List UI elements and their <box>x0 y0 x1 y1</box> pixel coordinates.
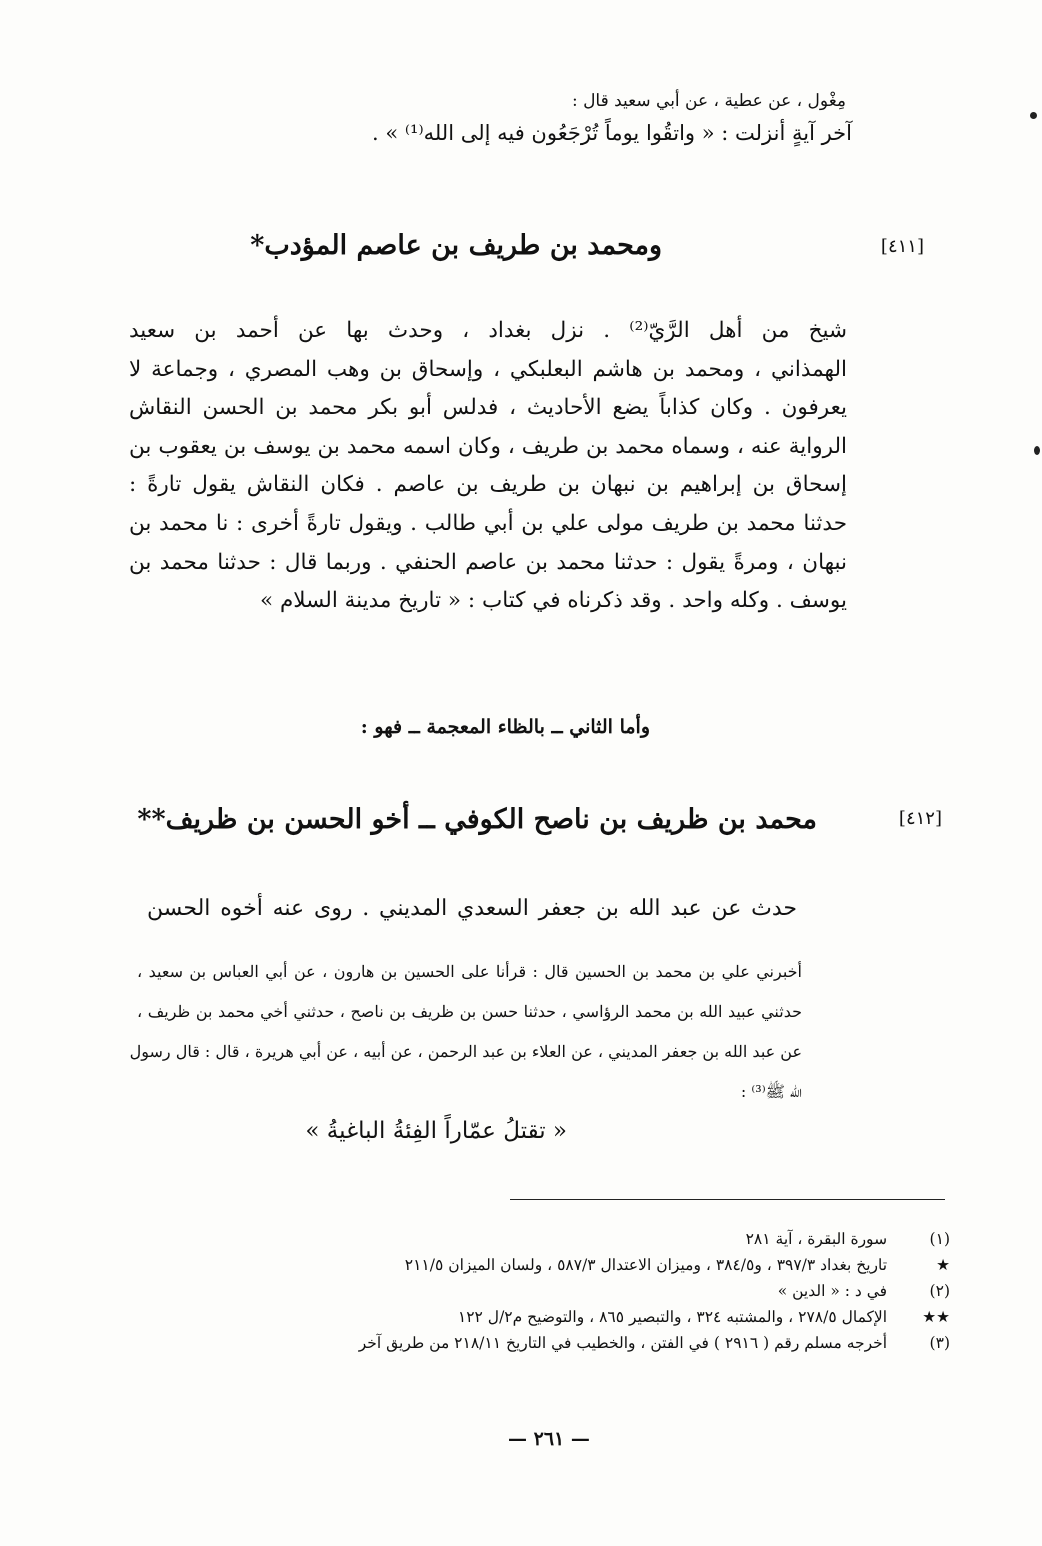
body-line: الهمذاني ، ومحمد بن هاشم البعلبكي ، وإسحاق بن وهب المصري ، وجماعة لا <box>129 356 847 382</box>
body-line: يوسف . وكله واحد . وقد ذكرناه في كتاب : « تاريخ مدينة السلام » <box>259 588 847 614</box>
entry-number-411: [٤١١] <box>880 236 924 257</box>
body-line: نبهان ، ومرةً يقول : حدثنا محمد بن عاصم الحنفي . وربما قال : حدثنا محمد بن <box>129 549 847 575</box>
entry-title-411: ومحمد بن طريف بن عاصم المؤدب* <box>250 230 662 261</box>
page-number: — ٢٦١ — <box>508 1428 590 1450</box>
footnote-star-1 <box>270 1252 950 1278</box>
isnad-line: الله ﷺ⁽³⁾ : <box>740 1082 802 1101</box>
footnote-2 <box>270 1278 950 1304</box>
footnote-text: تاريخ بغداد ٣٩٧/٣ ، و٣٨٤/٥ ، وميزان الاعتدال ٥٨٧/٣ ، ولسان الميزان ٢١١/٥ <box>404 1256 888 1274</box>
isnad-line: عن عبد الله بن جعفر المديني ، عن العلاء بن عبد الرحمن ، عن أبيه ، عن أبي هريرة ، قال : قال رسول <box>129 1042 802 1061</box>
entry-number-412: [٤١٢] <box>898 808 942 829</box>
footnote-text: أخرجه مسلم رقم ( ٢٩١٦ ) في الفتن ، والخطيب في التاريخ ٢١٨/١١ من طريق آخر <box>358 1334 888 1352</box>
entry-title-412: محمد بن ظريف بن ناصح الكوفي ــ أخو الحسن بن ظريف** <box>137 804 817 835</box>
footnote-star-2 <box>270 1304 950 1330</box>
isnad-line: حدثني عبيد الله بن محمد الرؤاسي ، حدثنا حسن بن ظريف بن ناصح ، حدثني أخي محمد بن ظريف ، <box>137 1002 802 1021</box>
footnote-mark: ★ <box>936 1256 950 1274</box>
isnad-line: أخبرني علي بن محمد بن الحسين قال : قرأنا على الحسين بن هارون ، عن أبي العباس بن سعيد ، <box>137 962 802 981</box>
footnote-mark: (١) <box>929 1230 950 1248</box>
body-line: شيخ من أهل الرَّيّ⁽²⁾ . نزل بغداد ، وحدث بها عن أحمد بن سعيد <box>129 318 847 343</box>
body-line: إسحاق بن إبراهيم بن نبهان بن طريف بن عاصم . فكان النقاش يقول تارةً : <box>129 472 847 498</box>
body-line: يعرفون . وكان كذاباً يضع الأحاديث ، فدلس أبو بكر محمد بن الحسن النقاش <box>129 395 847 421</box>
footnote-text: في د : « الدين » <box>777 1282 888 1300</box>
footnote-mark: ★★ <box>922 1308 950 1326</box>
scan-speck <box>1034 446 1040 455</box>
continuation-text <box>132 88 852 152</box>
entry-body-412 <box>147 890 797 928</box>
isnad-text <box>129 952 802 1112</box>
footnote-text: الإكمال ٢٧٨/٥ ، والمشتبه ٣٢٤ ، والتبصير ٨٦٥ ، والتوضيح م٢/ل ١٢٢ <box>457 1308 888 1326</box>
footnote-3 <box>270 1330 950 1356</box>
body-line: الرواية عنه ، وسماه محمد بن طريف ، وكان اسمه محمد بن يوسف بن يعقوب بن <box>129 433 847 459</box>
footnote-1 <box>270 1226 950 1252</box>
hadith-text: « تقتلُ عمّاراً الفِئةُ الباغيةُ » <box>305 1118 567 1144</box>
entry-body-411 <box>129 312 847 621</box>
continuation-line-1: مِغْول ، عن عطية ، عن أبي سعيد قال : <box>571 91 846 111</box>
section-subheading: وأما الثاني ــ بالظاء المعجمة ــ فهو : <box>360 716 650 738</box>
body-line: حدث عن عبد الله بن جعفر السعدي المديني . روى عنه أخوه الحسن <box>147 896 797 921</box>
continuation-line-2: آخر آيةٍ أنزلت : « واتقُوا يوماً تُرْجَعُون فيه إلى الله⁽¹⁾ » . <box>371 121 852 145</box>
scan-speck <box>1030 112 1037 119</box>
footnote-text: سورة البقرة ، آية ٢٨١ <box>745 1230 888 1248</box>
footnote-mark: (٣) <box>929 1334 950 1352</box>
footnote-mark: (٢) <box>929 1282 950 1300</box>
footnotes <box>270 1226 950 1356</box>
footnote-divider <box>510 1199 945 1200</box>
body-line: حدثنا محمد بن طريف مولى علي بن أبي طالب . ويقول تارةً أخرى : نا محمد بن <box>129 510 847 536</box>
